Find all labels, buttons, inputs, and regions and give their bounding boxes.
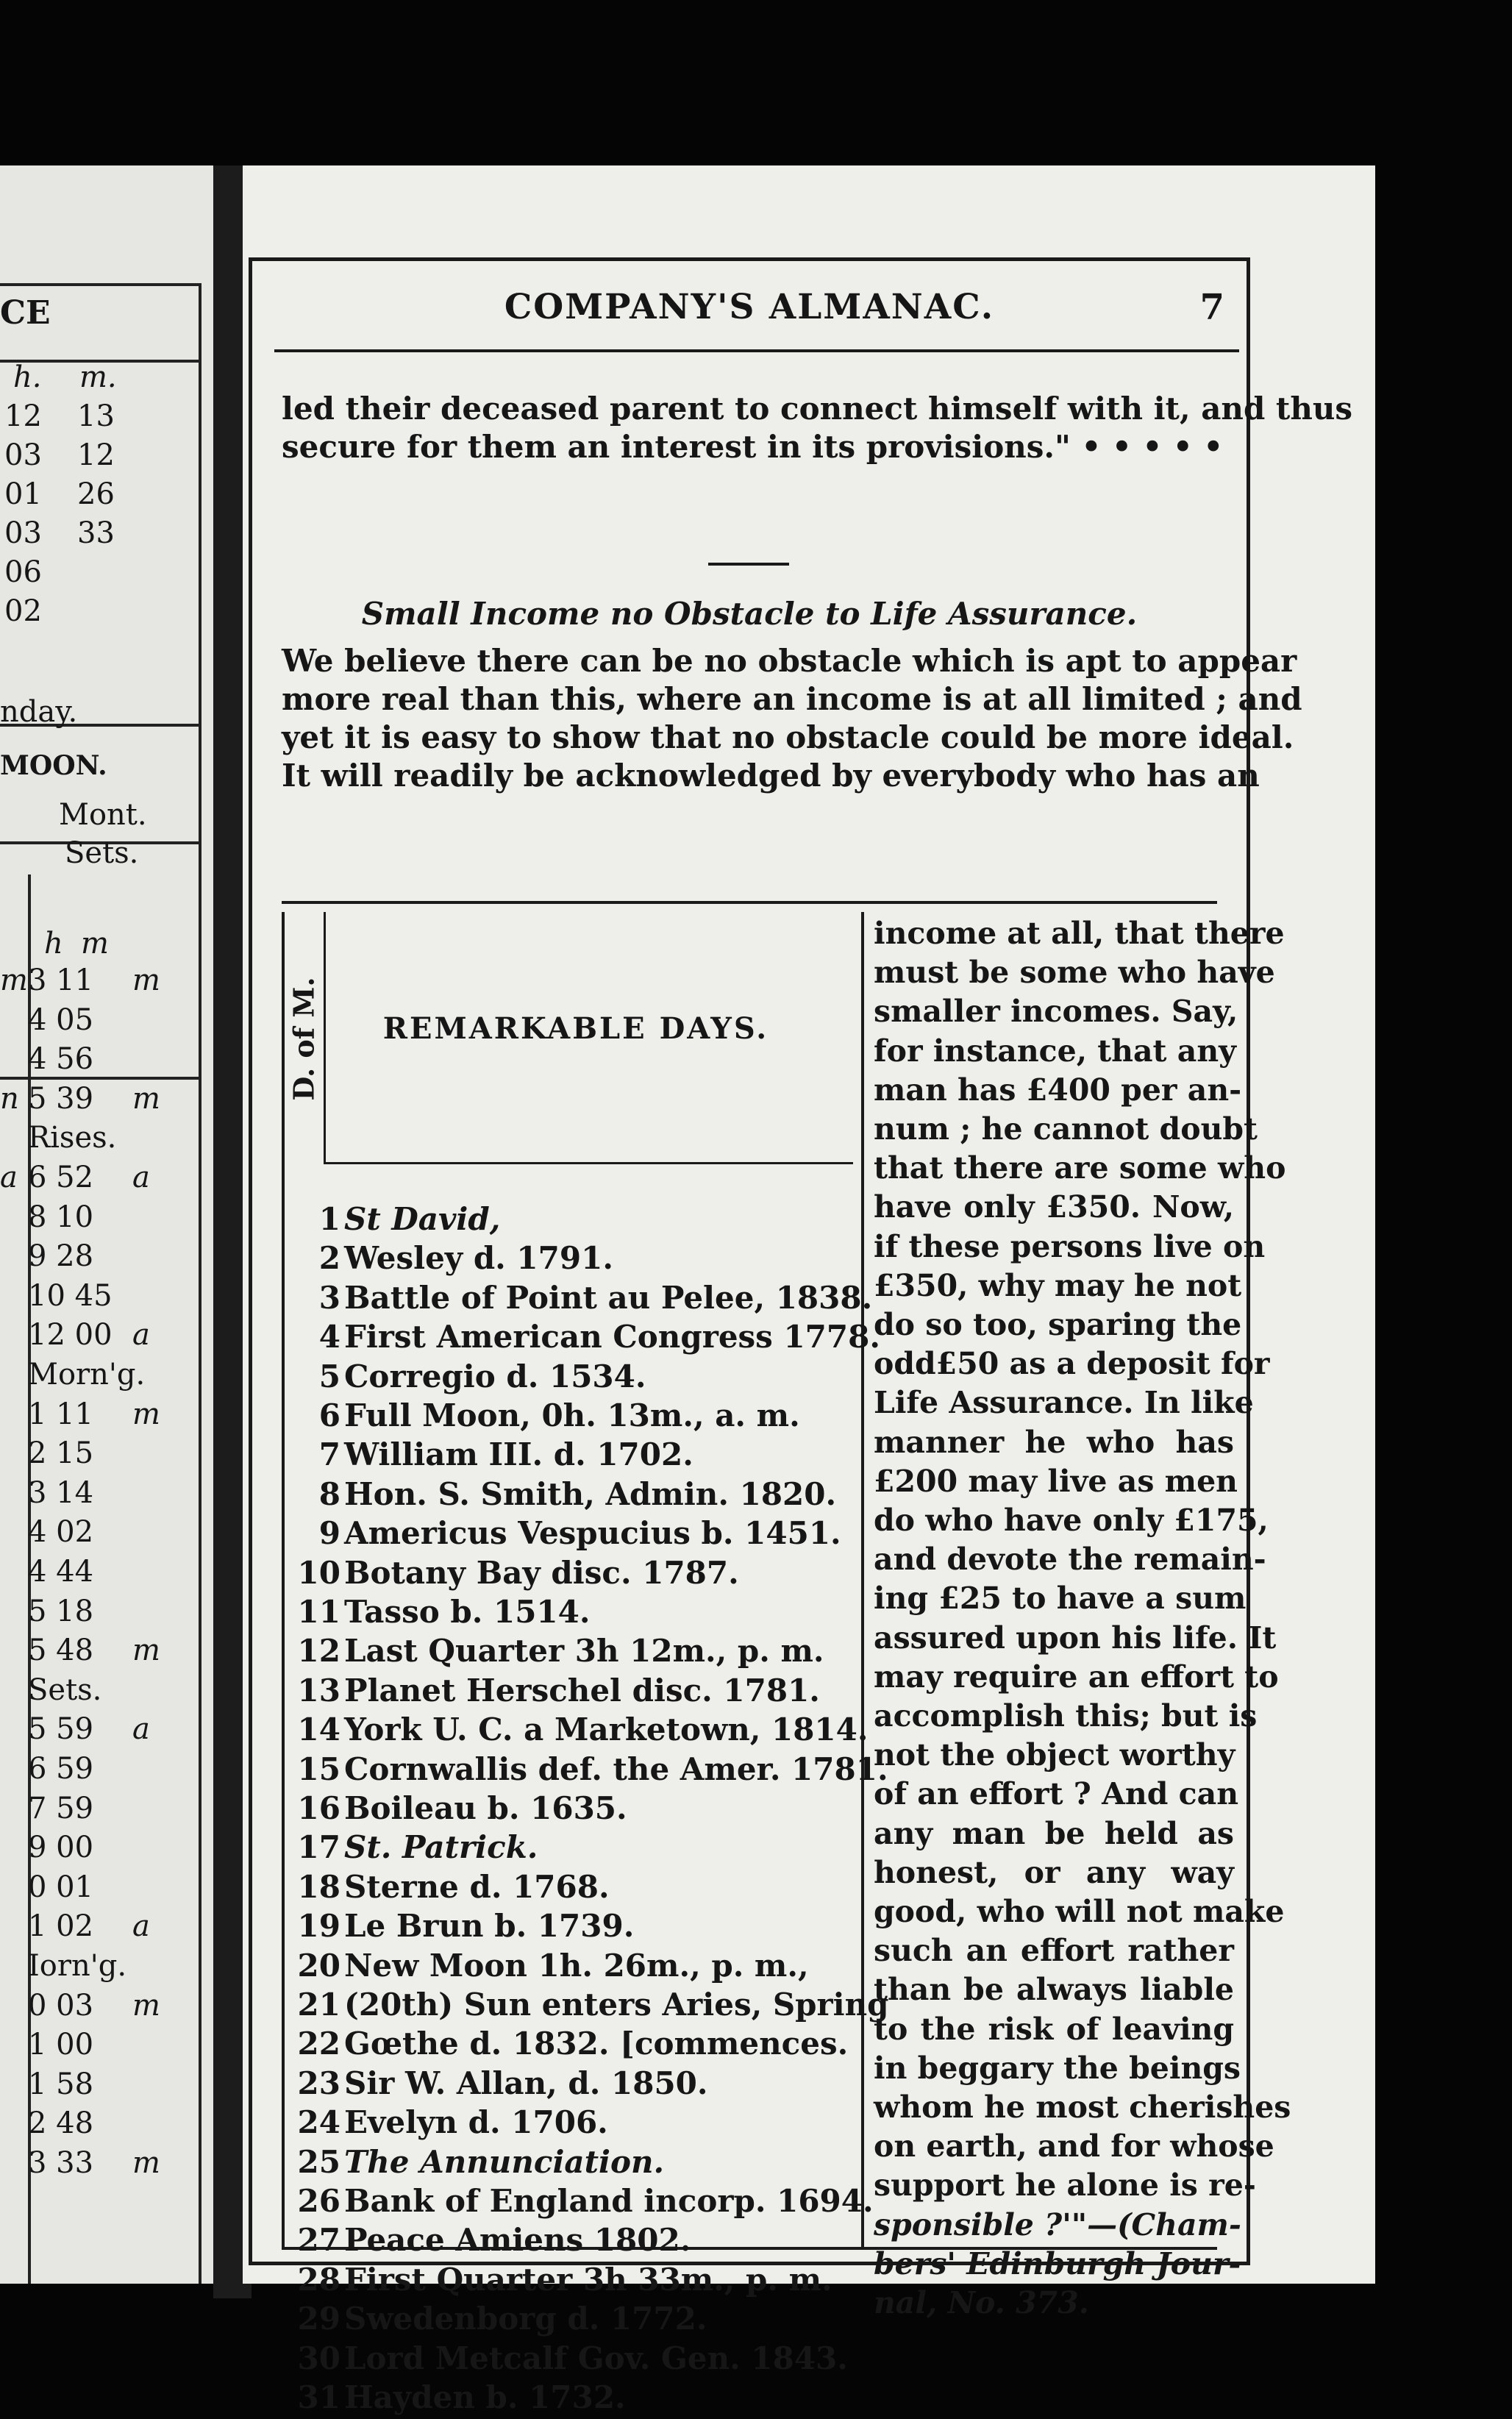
day-number: 4 [318,1319,340,1355]
left-moon-time: 2 48 [28,2106,94,2141]
side-column-line: nal, No. 373. [874,2285,1090,2320]
section-divider [708,563,789,566]
day-number: 6 [318,1397,340,1433]
day-number: 15 [297,1750,340,1787]
left-moon-time: 4 44 [28,1555,94,1589]
left-moon-time: 4 02 [28,1515,94,1550]
left-hm-hour: 06 [4,555,42,589]
left-running-head-fragment: CE [0,294,51,332]
table-top-rule [282,901,1217,904]
side-column-line: support he alone is re- [874,2167,1256,2204]
left-sets-head: Sets. [65,836,139,870]
left-hm-hour: 03 [4,438,42,472]
day-number: 22 [297,2026,340,2062]
left-moon-time: Sets. [28,1672,102,1707]
day-number: 28 [297,2261,340,2298]
left-moon-time: 1 02 [28,1909,94,1944]
day-event: Battle of Point au Pelee, 1838. [344,1279,873,1316]
left-moon-time: 1 11 [28,1397,94,1431]
left-row-suffix: a [132,1161,150,1194]
left-moon-time: 0 01 [28,1870,94,1904]
day-number: 5 [318,1358,340,1394]
day-of-month-header-text: D. of M. [287,977,321,1101]
day-event: St David, [344,1201,501,1237]
left-hm-hour: 12 [4,399,42,433]
side-column-line: if these persons live on [874,1228,1266,1264]
day-number: 16 [297,1790,340,1826]
dom-column-rule [324,912,326,1162]
left-row-suffix: m [132,2146,160,2180]
side-column-line: that there are some who [874,1150,1286,1186]
left-moon-time: Iorn'g. [28,1949,127,1983]
page-frame [249,257,1353,2415]
left-row-suffix: m [132,1634,160,1668]
day-number: 13 [297,1672,340,1709]
day-event: Wesley d. 1791. [344,1240,613,1277]
intro-line: led their deceased parent to connect himself with it, and thus [282,391,1353,427]
side-column-line: such an effort rather [874,1933,1234,1969]
section-line: It will readily be acknowledged by everybody who has an [282,758,1260,794]
page-number: 7 [1199,287,1224,328]
side-column-line: whom he most cherishes [874,2090,1291,2125]
day-number: 12 [297,1633,340,1670]
running-head: COMPANY'S ALMANAC. [504,287,995,327]
intro-paragraph [282,390,1353,466]
left-hm-hour: 01 [4,477,42,511]
day-number: 20 [297,1947,340,1984]
side-column-line: Life Assurance. In like [874,1385,1254,1421]
side-column-line: income at all, that there [874,916,1285,951]
left-hm-min: 26 [77,477,115,511]
left-moon-time: 5 39 [28,1081,94,1116]
side-column-line: manner he who has [874,1424,1234,1460]
day-number: 30 [297,2340,340,2376]
day-number: 27 [297,2222,340,2259]
right-page [243,165,1375,2415]
day-event: Evelyn d. 1706. [344,2104,608,2141]
side-column-line: honest, or any way [874,1854,1234,1890]
page-header [252,287,1247,346]
day-number: 3 [318,1279,340,1316]
day-number: 23 [297,2064,340,2101]
left-moon-time: 3 11 [28,963,94,997]
left-col-head-m: m. [79,360,117,394]
section-line: We believe there can be no obstacle which is apt to appear [282,643,1297,679]
remarkable-days-header: REMARKABLE DAYS. [382,1011,769,1046]
left-moon-time: 1 58 [28,2067,94,2101]
side-column-line: of an effort ? And can [874,1776,1239,1812]
side-column-line: ing £25 to have a sum [874,1581,1247,1617]
day-number: 2 [318,1240,340,1277]
side-column-line: accomplish this; but is [874,1698,1258,1734]
left-moon-time: 3 33 [28,2146,94,2180]
left-moon-time: 1 00 [28,2028,94,2062]
day-event: Tasso b. 1514. [344,1594,591,1630]
day-event: Full Moon, 0h. 13m., a. m. [344,1397,800,1433]
left-moon-time: 2 15 [28,1436,94,1471]
left-moon-time: 9 28 [28,1239,94,1274]
day-event: Planet Herschel disc. 1781. [344,1672,820,1709]
left-hm-hour: 02 [4,594,42,628]
left-hm-min: 33 [77,516,115,550]
side-column-line: have only £350. Now, [874,1189,1234,1225]
left-row-suffix: m [132,1988,160,2023]
left-moon-time: 4 05 [28,1002,94,1037]
day-event: Hon. S. Smith, Admin. 1820. [344,1475,837,1512]
side-column-line: must be some who have [874,955,1275,991]
left-h-label: h [44,927,63,961]
day-event: Sir W. Allan, d. 1850. [344,2064,708,2101]
day-event: William III. d. 1702. [344,1436,693,1473]
section-paragraph [282,642,1302,795]
left-moon-time: 9 00 [28,1831,94,1865]
left-col-head-h: h. [13,360,42,394]
section-title: Small Income no Obstacle to Life Assurance. [361,596,1138,632]
day-number: 25 [297,2143,340,2180]
left-hm-min: 12 [77,438,115,472]
day-number: 8 [318,1475,340,1512]
day-event: First American Congress 1778. [344,1319,880,1355]
day-event: St. Patrick. [344,1829,538,1866]
left-moon-time: 12 00 [28,1318,113,1353]
side-column-line: assured upon his life. It [874,1620,1277,1656]
side-column-line: may require an effort to [874,1659,1279,1695]
side-column-line: than be always liable [874,1972,1234,2008]
day-number: 9 [318,1515,340,1552]
left-row-suffix: a [132,1318,150,1353]
left-hm-hour: 03 [4,516,42,550]
day-event: Peace Amiens 1802. [344,2222,691,2259]
left-row-suffix: a [132,1712,150,1747]
left-moon-time: 6 59 [28,1752,94,1786]
side-column-line: any man be held as [874,1815,1234,1851]
day-event: Corregio d. 1534. [344,1358,646,1394]
side-column-line: good, who will not make [874,1894,1285,1929]
side-column-line: £350, why may he not [874,1267,1242,1303]
side-column-line: smaller incomes. Say, [874,994,1238,1030]
side-column-line: for instance, that any [874,1033,1236,1069]
day-number: 24 [297,2104,340,2141]
left-page-fragment [0,165,244,2284]
left-row-prefix: m [0,963,28,997]
left-hm-min: 13 [77,399,115,433]
side-column-line: do so too, sparing the [874,1307,1242,1342]
side-column-line: £200 may live as men [874,1463,1238,1499]
day-event: Americus Vespucius b. 1451. [344,1515,841,1552]
side-column-line: on earth, and for whose [874,2128,1274,2165]
left-moon-time: 10 45 [28,1278,113,1313]
section-line: yet it is easy to show that no obstacle could be more ideal. [282,719,1294,755]
side-column-line: num ; he cannot doubt [874,1111,1258,1147]
day-event: Bank of England incorp. 1694. [344,2183,874,2219]
left-row-suffix: m [132,1397,160,1431]
day-event: First Quarter 3h 33m., p. m. [344,2261,832,2298]
day-event: Lord Metcalf Gov. Gen. 1843. [344,2340,848,2376]
day-event: Le Brun b. 1739. [344,1908,635,1945]
section-line: more real than this, where an income is at all limited ; and [282,681,1302,717]
left-row-prefix: n [0,1081,19,1116]
day-number: 26 [297,2183,340,2219]
left-day-fragment: nday. [0,695,78,729]
left-moon-time: Morn'g. [28,1358,146,1392]
day-event: The Annunciation. [344,2143,665,2180]
left-moon-time: 5 18 [28,1594,94,1628]
day-number: 1 [318,1201,340,1237]
left-m-label: m [81,927,109,961]
side-column-line: sponsible ?'"—(Cham- [874,2206,1241,2242]
left-row-prefix: a [0,1161,18,1194]
day-number: 11 [297,1594,340,1630]
day-event: Hayden b. 1732. [344,2379,626,2415]
day-event: New Moon 1h. 26m., p. m., [344,1947,809,1984]
side-column-line: to the risk of leaving [874,2011,1234,2047]
day-number: 29 [297,2301,340,2337]
day-number: 31 [297,2379,340,2415]
day-event: Last Quarter 3h 12m., p. m. [344,1633,824,1670]
side-column-line: and devote the remain- [874,1542,1266,1578]
day-number: 14 [297,1711,340,1748]
left-row-suffix: m [132,963,160,997]
side-column-line: man has £400 per an- [874,1072,1242,1108]
left-row-suffix: a [132,1909,150,1944]
left-moon-time: 8 10 [28,1200,94,1234]
side-column-line: not the object worthy [874,1737,1235,1773]
left-row-suffix: m [132,1081,160,1116]
left-moon-head: MOON. [0,750,107,781]
left-moon-time: 7 59 [28,1791,94,1825]
left-moon-time: 3 14 [28,1475,94,1510]
intro-line: secure for them an interest in its provisions." • • • • • [282,429,1224,465]
day-event: (20th) Sun enters Aries, Spring [344,1987,889,2023]
left-moon-time: 5 59 [28,1712,94,1747]
left-moon-time: Rises. [28,1121,117,1155]
header-rule [274,349,1239,352]
day-event: Sterne d. 1768. [344,1868,610,1905]
left-moon-time: 5 48 [28,1634,94,1668]
left-moon-time: 4 56 [28,1042,94,1077]
left-moon-time: 0 03 [28,1988,94,2023]
side-column-line: in beggary the beings [874,2050,1241,2086]
table-head-rule [324,1162,853,1164]
day-number: 18 [297,1868,340,1905]
left-mont-head: Mont. [59,798,147,832]
day-event: York U. C. a Marketown, 1814. [344,1711,869,1748]
side-column-rule [861,912,864,2247]
day-of-month-header [282,919,322,1162]
day-number: 19 [297,1908,340,1945]
left-moon-time: 6 52 [28,1161,94,1194]
day-number: 17 [297,1829,340,1866]
day-number: 7 [318,1436,340,1473]
day-event: Botany Bay disc. 1787. [344,1554,739,1591]
day-number: 21 [297,1987,340,2023]
side-column-line: bers' Edinburgh Jour- [874,2245,1241,2281]
day-event: Boileau b. 1635. [344,1790,627,1826]
day-number: 10 [297,1554,340,1591]
side-column-line: odd£50 as a deposit for [874,1346,1270,1382]
day-event: Swedenborg d. 1772. [344,2301,707,2337]
side-column-line: do who have only £175, [874,1503,1269,1538]
day-event: Cornwallis def. the Amer. 1781. [344,1750,888,1787]
day-event: Gœthe d. 1832. [commences. [344,2026,849,2062]
